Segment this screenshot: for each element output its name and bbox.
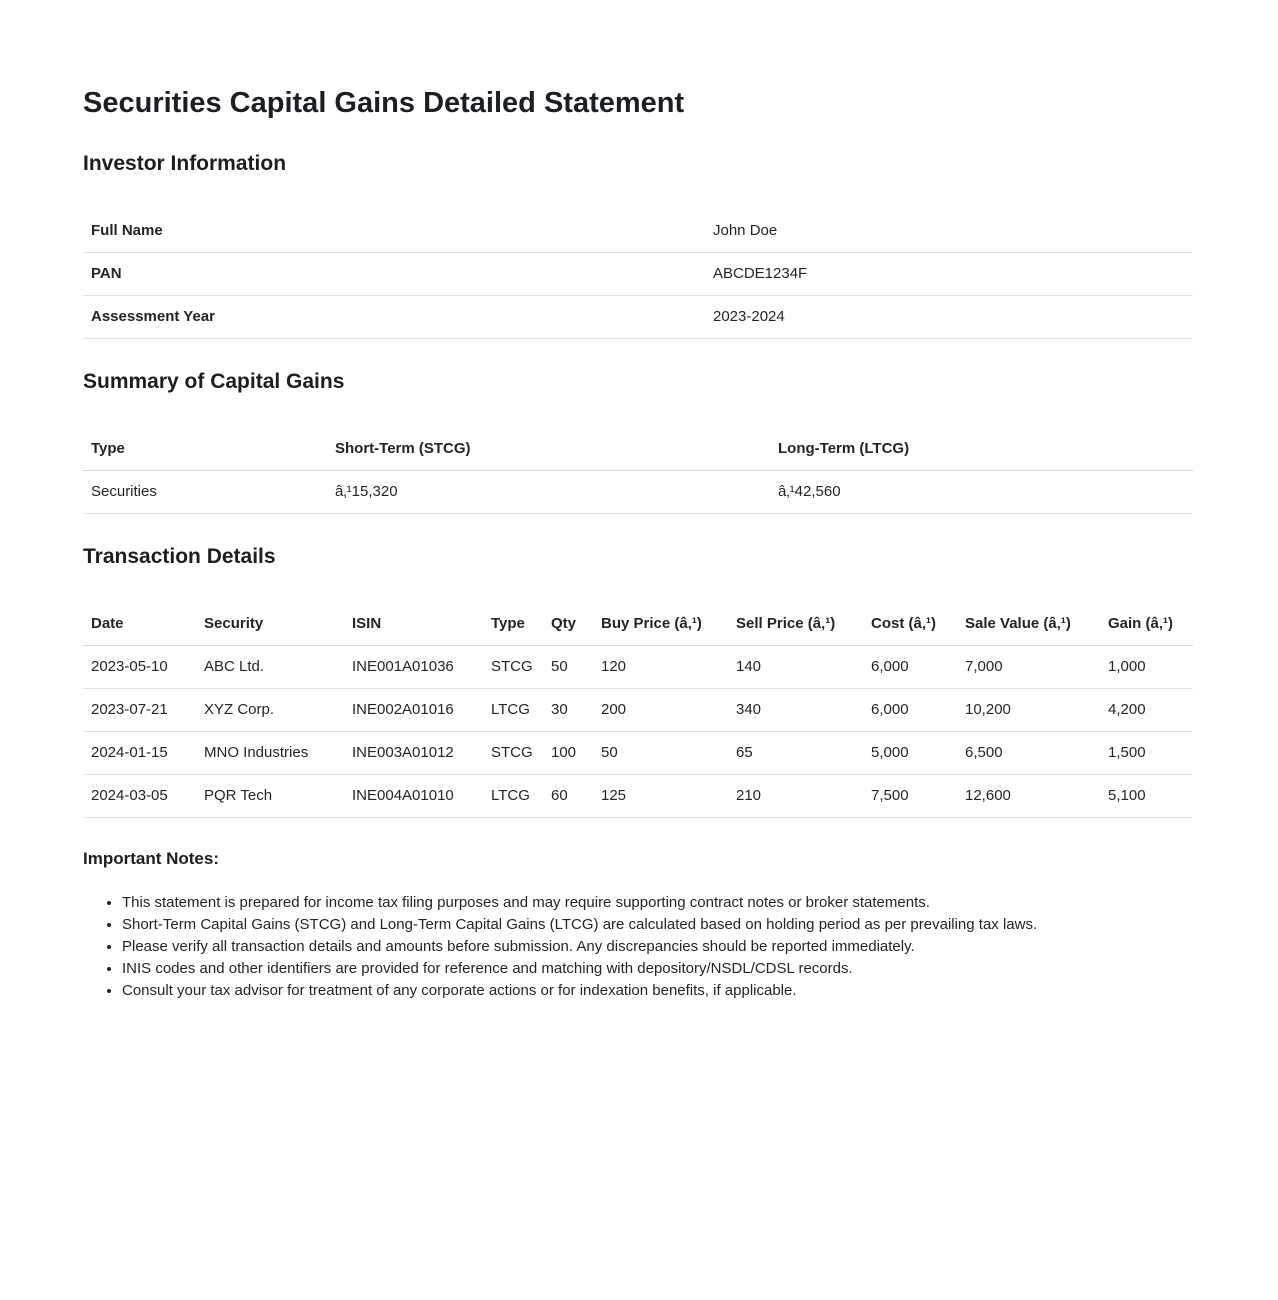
- transactions-col-date: Date: [83, 603, 196, 646]
- note-item: • This statement is prepared for income tax filing purposes and may require supporting contract notes or broker statements.: [122, 892, 1193, 913]
- cell-security: PQR Tech: [196, 775, 344, 818]
- summary-cell-ltcg-amount: â‚¹42,560: [770, 471, 1193, 514]
- investor-row-label: Full Name: [83, 210, 705, 253]
- cell-cost: 5,000: [863, 732, 957, 775]
- cell-date: 2024-01-15: [83, 732, 196, 775]
- transactions-col-isin: ISIN: [344, 603, 483, 646]
- cell-gain: 4,200: [1100, 689, 1193, 732]
- investor-row: [83, 296, 1193, 339]
- investor-row-value: John Doe: [705, 210, 1193, 253]
- page-title: Securities Capital Gains Detailed Statement: [83, 87, 685, 119]
- investor-row-label: PAN: [83, 253, 705, 296]
- transactions-col-qty: Qty: [543, 603, 593, 646]
- notes-list: [83, 892, 1193, 1001]
- transactions-col-sale-value: Sale Value (â‚¹): [957, 603, 1100, 646]
- cell-gain: 1,500: [1100, 732, 1193, 775]
- cell-isin: INE001A01036: [344, 646, 483, 689]
- transactions-col-cost: Cost (â‚¹): [863, 603, 957, 646]
- investor-row: [83, 253, 1193, 296]
- summary-col-type: Type: [83, 428, 327, 471]
- notes-heading: Important Notes:: [83, 849, 219, 868]
- cell-cost: 7,500: [863, 775, 957, 818]
- cell-qty: 30: [543, 689, 593, 732]
- cell-date: 2024-03-05: [83, 775, 196, 818]
- statement-page: [83, 0, 1193, 1062]
- investor-row: [83, 210, 1193, 253]
- investor-row-value: ABCDE1234F: [705, 253, 1193, 296]
- cell-qty: 50: [543, 646, 593, 689]
- investor-row-label: Assessment Year: [83, 296, 705, 339]
- cell-sale-value: 12,600: [957, 775, 1100, 818]
- cell-qty: 100: [543, 732, 593, 775]
- note-item: • Consult your tax advisor for treatment of any corporate actions or for indexation benefits, if applicable.: [122, 980, 1193, 1001]
- cell-buy-price: 50: [593, 732, 728, 775]
- cell-sell-price: 140: [728, 646, 863, 689]
- summary-cell-type: Securities: [83, 471, 327, 514]
- cell-gain: 5,100: [1100, 775, 1193, 818]
- summary-col-stcg: Short-Term (STCG): [327, 428, 770, 471]
- cell-isin: INE002A01016: [344, 689, 483, 732]
- cell-isin: INE004A01010: [344, 775, 483, 818]
- cell-date: 2023-05-10: [83, 646, 196, 689]
- cell-security: ABC Ltd.: [196, 646, 344, 689]
- cell-sale-value: 7,000: [957, 646, 1100, 689]
- cell-buy-price: 120: [593, 646, 728, 689]
- cell-sale-value: 6,500: [957, 732, 1100, 775]
- cell-type: STCG: [483, 646, 543, 689]
- transactions-header-row: [83, 603, 1193, 646]
- cell-sell-price: 210: [728, 775, 863, 818]
- cell-buy-price: 200: [593, 689, 728, 732]
- cell-gain: 1,000: [1100, 646, 1193, 689]
- summary-row: [83, 471, 1193, 514]
- note-item: • Please verify all transaction details and amounts before submission. Any discrepancies should be reported immediately.: [122, 936, 1193, 957]
- transaction-row: [83, 646, 1193, 689]
- cell-buy-price: 125: [593, 775, 728, 818]
- transactions-col-security: Security: [196, 603, 344, 646]
- note-item: • INIS codes and other identifiers are provided for reference and matching with depository/NSDL/CDSL records.: [122, 958, 1193, 979]
- investor-row-value: 2023-2024: [705, 296, 1193, 339]
- transactions-col-gain: Gain (â‚¹): [1100, 603, 1193, 646]
- transaction-row: [83, 689, 1193, 732]
- cell-cost: 6,000: [863, 689, 957, 732]
- cell-isin: INE003A01012: [344, 732, 483, 775]
- cell-qty: 60: [543, 775, 593, 818]
- cell-type: STCG: [483, 732, 543, 775]
- cell-security: XYZ Corp.: [196, 689, 344, 732]
- cell-type: LTCG: [483, 775, 543, 818]
- cell-type: LTCG: [483, 689, 543, 732]
- cell-sell-price: 65: [728, 732, 863, 775]
- summary-heading: Summary of Capital Gains: [83, 370, 345, 393]
- cell-date: 2023-07-21: [83, 689, 196, 732]
- summary-header-row: [83, 428, 1193, 471]
- cell-security: MNO Industries: [196, 732, 344, 775]
- transaction-row: [83, 775, 1193, 818]
- transactions-table: [83, 603, 1193, 818]
- transaction-row: [83, 732, 1193, 775]
- cell-cost: 6,000: [863, 646, 957, 689]
- transactions-col-buy-price: Buy Price (â‚¹): [593, 603, 728, 646]
- investor-info-heading: Investor Information: [83, 152, 287, 175]
- transactions-heading: Transaction Details: [83, 545, 276, 568]
- summary-cell-stcg-amount: â‚¹15,320: [327, 471, 770, 514]
- note-item: • Short-Term Capital Gains (STCG) and Long-Term Capital Gains (LTCG) are calculated based on holding period as per prevailing tax laws.: [122, 914, 1193, 935]
- cell-sale-value: 10,200: [957, 689, 1100, 732]
- transactions-col-type: Type: [483, 603, 543, 646]
- transactions-col-sell-price: Sell Price (â‚¹): [728, 603, 863, 646]
- cell-sell-price: 340: [728, 689, 863, 732]
- investor-info-table: [83, 210, 1193, 339]
- summary-col-ltcg: Long-Term (LTCG): [770, 428, 1193, 471]
- summary-table: [83, 428, 1193, 514]
